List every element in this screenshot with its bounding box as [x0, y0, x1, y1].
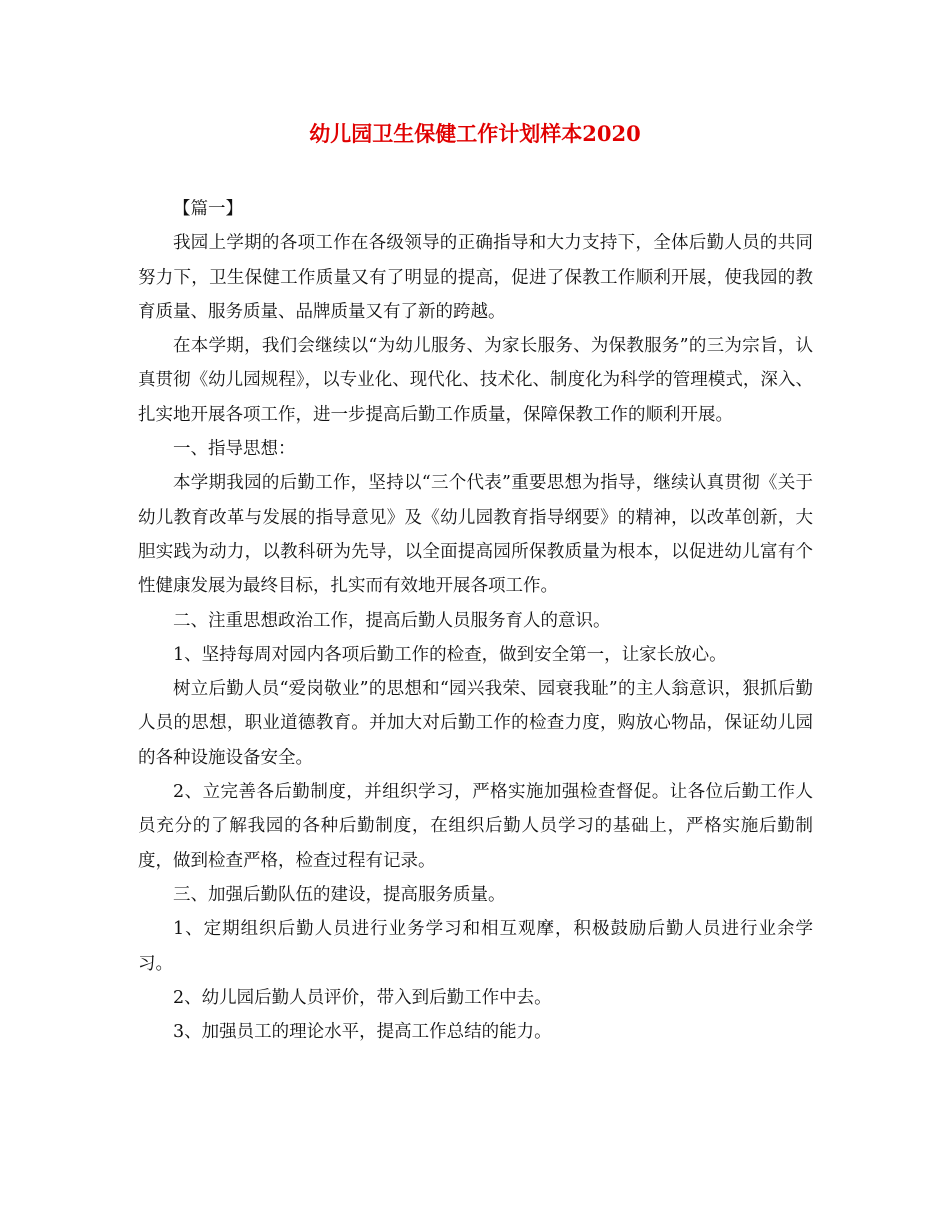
- section-heading-part-one: 【篇一】: [173, 199, 243, 219]
- paragraph: 在本学期，我们会继续以“为幼儿服务、为家长服务、为保教服务”的三为宗旨，认真贯彻《幼儿园规程》，以专业化、现代化、技术化、制度化为科学的管理模式，深入、扎实地开展各项工作，进一步提高后勤工作质量，保障保教工作的顺利开展。: [138, 336, 813, 425]
- list-item: 1、定期组织后勤人员进行业务学习和相互观摩，积极鼓励后勤人员进行业余学习。: [138, 919, 813, 974]
- document-title: 幼儿园卫生保健工作计划样本2020: [309, 121, 641, 146]
- section-heading: 一、指导思想：: [173, 439, 296, 460]
- paragraph: 本学期我园的后勤工作，坚持以“三个代表”重要思想为指导，继续认真贯彻《关于幼儿教育改革与发展的指导意见》及《幼儿园教育指导纲要》的精神，以改革创新，大胆实践为动力，以教科研为先导，以全面提高园所保教质量为根本，以促进幼儿富有个性健康发展为最终目标，扎实而有效地开展各项工作。: [138, 473, 813, 597]
- section-heading: 三、加强后勤队伍的建设，提高服务质量。: [173, 884, 506, 905]
- section-heading: 二、注重思想政治工作，提高后勤人员服务育人的意识。: [173, 610, 611, 631]
- list-item: 3、加强员工的理论水平，提高工作总结的能力。: [173, 1022, 552, 1043]
- paragraph: 树立后勤人员“爱岗敬业”的思想和“园兴我荣、园衰我耻”的主人翁意识，狠抓后勤人员的思想，职业道德教育。并加大对后勤工作的检查力度，购放心物品，保证幼儿园的各种设施设备安全。: [138, 679, 813, 768]
- list-item: 2、幼儿园后勤人员评价，带入到后勤工作中去。: [173, 987, 552, 1008]
- document-body: [138, 192, 813, 1049]
- list-item: 1、坚持每周对园内各项后勤工作的检查，做到安全第一，让家长放心。: [173, 644, 727, 665]
- list-item: 2、立完善各后勤制度，并组织学习，严格实施加强检查督促。让各位后勤工作人员充分的了解我园的各种后勤制度，在组织后勤人员学习的基础上，严格实施后勤制度，做到检查严格，检查过程有记录。: [138, 782, 813, 871]
- paragraph: 我园上学期的各项工作在各级领导的正确指导和大力支持下，全体后勤人员的共同努力下，卫生保健工作质量又有了明显的提高，促进了保教工作顺利开展，使我园的教育质量、服务质量、品牌质量又有了新的跨越。: [138, 233, 813, 322]
